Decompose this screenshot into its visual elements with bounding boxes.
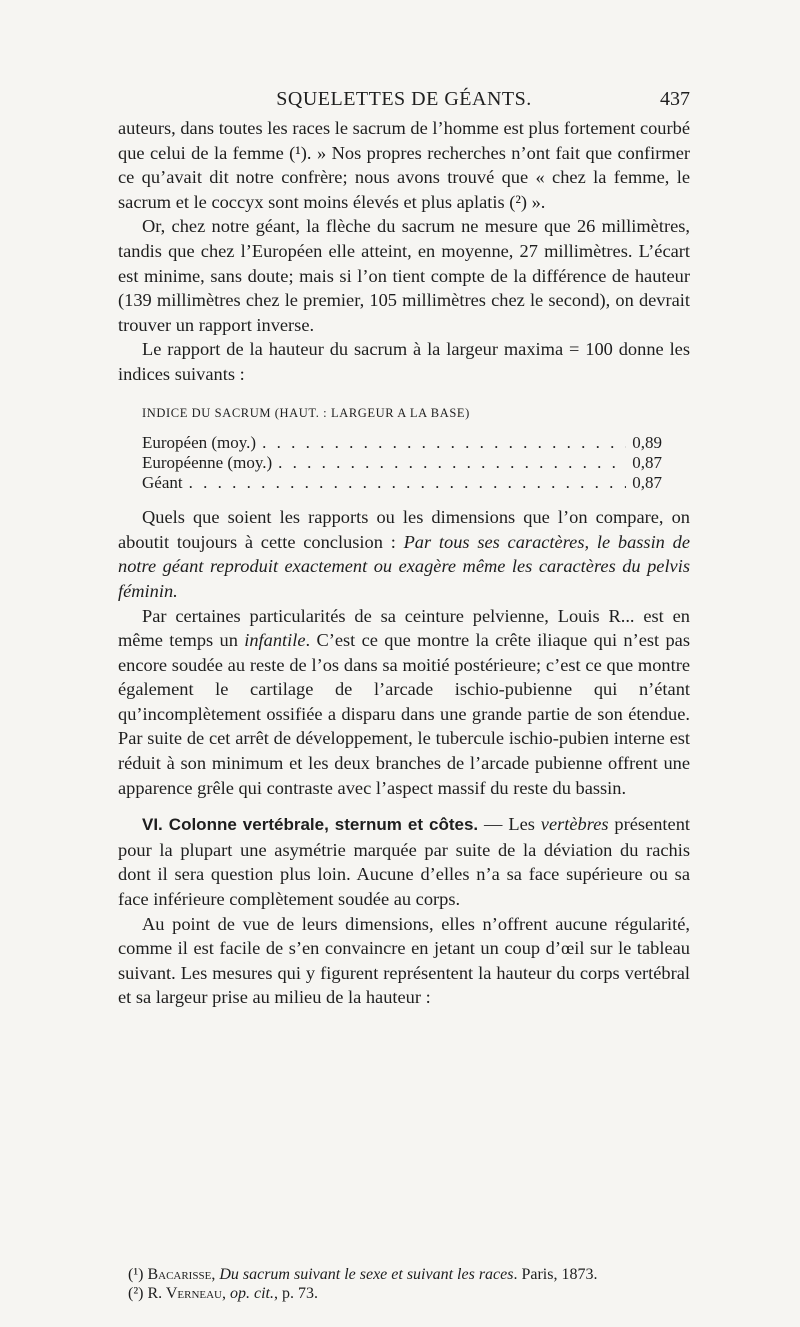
index-table — [118, 433, 690, 493]
leader-dots — [262, 433, 626, 453]
row-value: 0,87 — [632, 473, 662, 493]
body-text — [118, 116, 690, 1010]
paragraph-4 — [118, 505, 690, 603]
paragraph-6 — [118, 812, 690, 911]
footnote-2-author: R. Verneau — [147, 1285, 222, 1302]
paragraph-2: Or, chez notre géant, la flèche du sacrum ne mesure que 26 millimètres, tandis que chez l’Européen elle atteint, en moyenne, 27 millimètres. L’écart est minime, sans doute; mais si l’on tient compte de la différence de hauteur (139 millimètres chez le premier, 105 millimètres chez le second), on devrait trouver un rapport inverse. — [118, 216, 690, 335]
row-value: 0,87 — [632, 453, 662, 473]
leader-dots — [278, 453, 626, 473]
paragraph-7: Au point de vue de leurs dimensions, elles n’offrent aucune régularité, comme il est facile de s’en convaincre en jetant un coup d’œil sur le tableau suivant. Les mesures qui y figurent représentent la hauteur du corps vertébral et sa largeur prise au milieu de la hauteur : — [118, 913, 690, 1008]
footnote-2-end: , p. 73. — [274, 1285, 318, 1302]
row-value: 0,89 — [632, 433, 662, 453]
paragraph-5-italic: infantile — [244, 630, 306, 651]
footnote-2-title: op. cit. — [230, 1285, 274, 1302]
table-row — [142, 433, 662, 453]
row-label: Européen (moy.) — [142, 433, 257, 453]
footnote-2 — [128, 1284, 690, 1303]
paragraph-1: auteurs, dans toutes les races le sacrum de l’homme est plus fortement courbé que celui de la femme (¹). » Nos propres recherches n’ont fait que confirmer ce qu’avait dit notre confrère; nous avons trouvé que « chez la femme, le sacrum et le coccyx sont moins élevés et plus aplatis (²) ». — [118, 118, 690, 212]
paragraph-6-text: présentent pour la plupart une asymétrie marquée par suite de la déviation du rachis dont il sera question plus loin. Aucune d’elles n’a sa face supérieure ou sa face inférieure complètement soudée au corps. — [118, 814, 690, 910]
footnote-1-sep: , — [211, 1266, 220, 1283]
leader-dots — [189, 473, 627, 493]
footnote-1 — [128, 1265, 690, 1284]
table-row — [142, 453, 662, 473]
paragraph-5 — [118, 604, 690, 801]
paragraph-6-italic: vertèbres — [540, 814, 609, 835]
paragraph-4-text: Quels que soient les rapports ou les dimensions que l’on compare, on aboutit toujours à cette conclusion : — [118, 507, 690, 552]
footnote-1-mark: (¹) — [128, 1266, 148, 1283]
row-label: Géant — [142, 473, 183, 493]
footnote-1-title: Du sacrum suivant le sexe et suivant les races — [219, 1266, 514, 1283]
row-label: Européenne (moy.) — [142, 453, 273, 473]
paragraph-5-text-end: . C’est ce que montre la crête iliaque qui n’est pas encore soudée au reste de l’os dans sa moitié postérieure; c’est ce que montre également le cartilage de l’arcade ischio-pubienne qui n’étant qu’incomplètement ossifiée a disparu dans une grande partie de son étendue. Par suite de cet arrêt de développement, le tubercule ischio-pubien interne est réduit à son minimum et les deux branches de l’arcade pubienne offrent une apparence grêle qui contraste avec l’aspect massif du reste du bassin. — [118, 630, 690, 798]
paragraph-5-text: Par certaines particularités de sa ceinture pelvienne, Louis R... est en même temps un — [118, 605, 690, 651]
paragraph-6-dash: — Les — [478, 814, 541, 835]
footnote-2-mark: (²) — [128, 1285, 148, 1302]
section-heading: VI. Colonne vertébrale, sternum et côtes. — [142, 815, 479, 835]
footnote-1-end: . Paris, 1873. — [513, 1266, 598, 1283]
table-row — [142, 473, 662, 493]
table-caption: INDICE DU SACRUM (HAUT. : LARGEUR A LA BASE) — [142, 405, 470, 420]
footnote-2-sep: , — [222, 1285, 230, 1302]
footnotes — [118, 1265, 690, 1303]
paragraph-3: Le rapport de la hauteur du sacrum à la largeur maxima = 100 donne les indices suivants : — [118, 339, 690, 384]
page-title: SQUELETTES DE GÉANTS. — [276, 88, 532, 110]
running-head — [118, 88, 690, 112]
footnote-1-author: Bacarisse — [147, 1266, 212, 1283]
paragraph-4-italic: Par tous ses caractères, le bassin de notre géant reproduit exactement ou exagère même les caractères du pelvis féminin. — [118, 531, 690, 601]
page-number: 437 — [660, 88, 690, 110]
